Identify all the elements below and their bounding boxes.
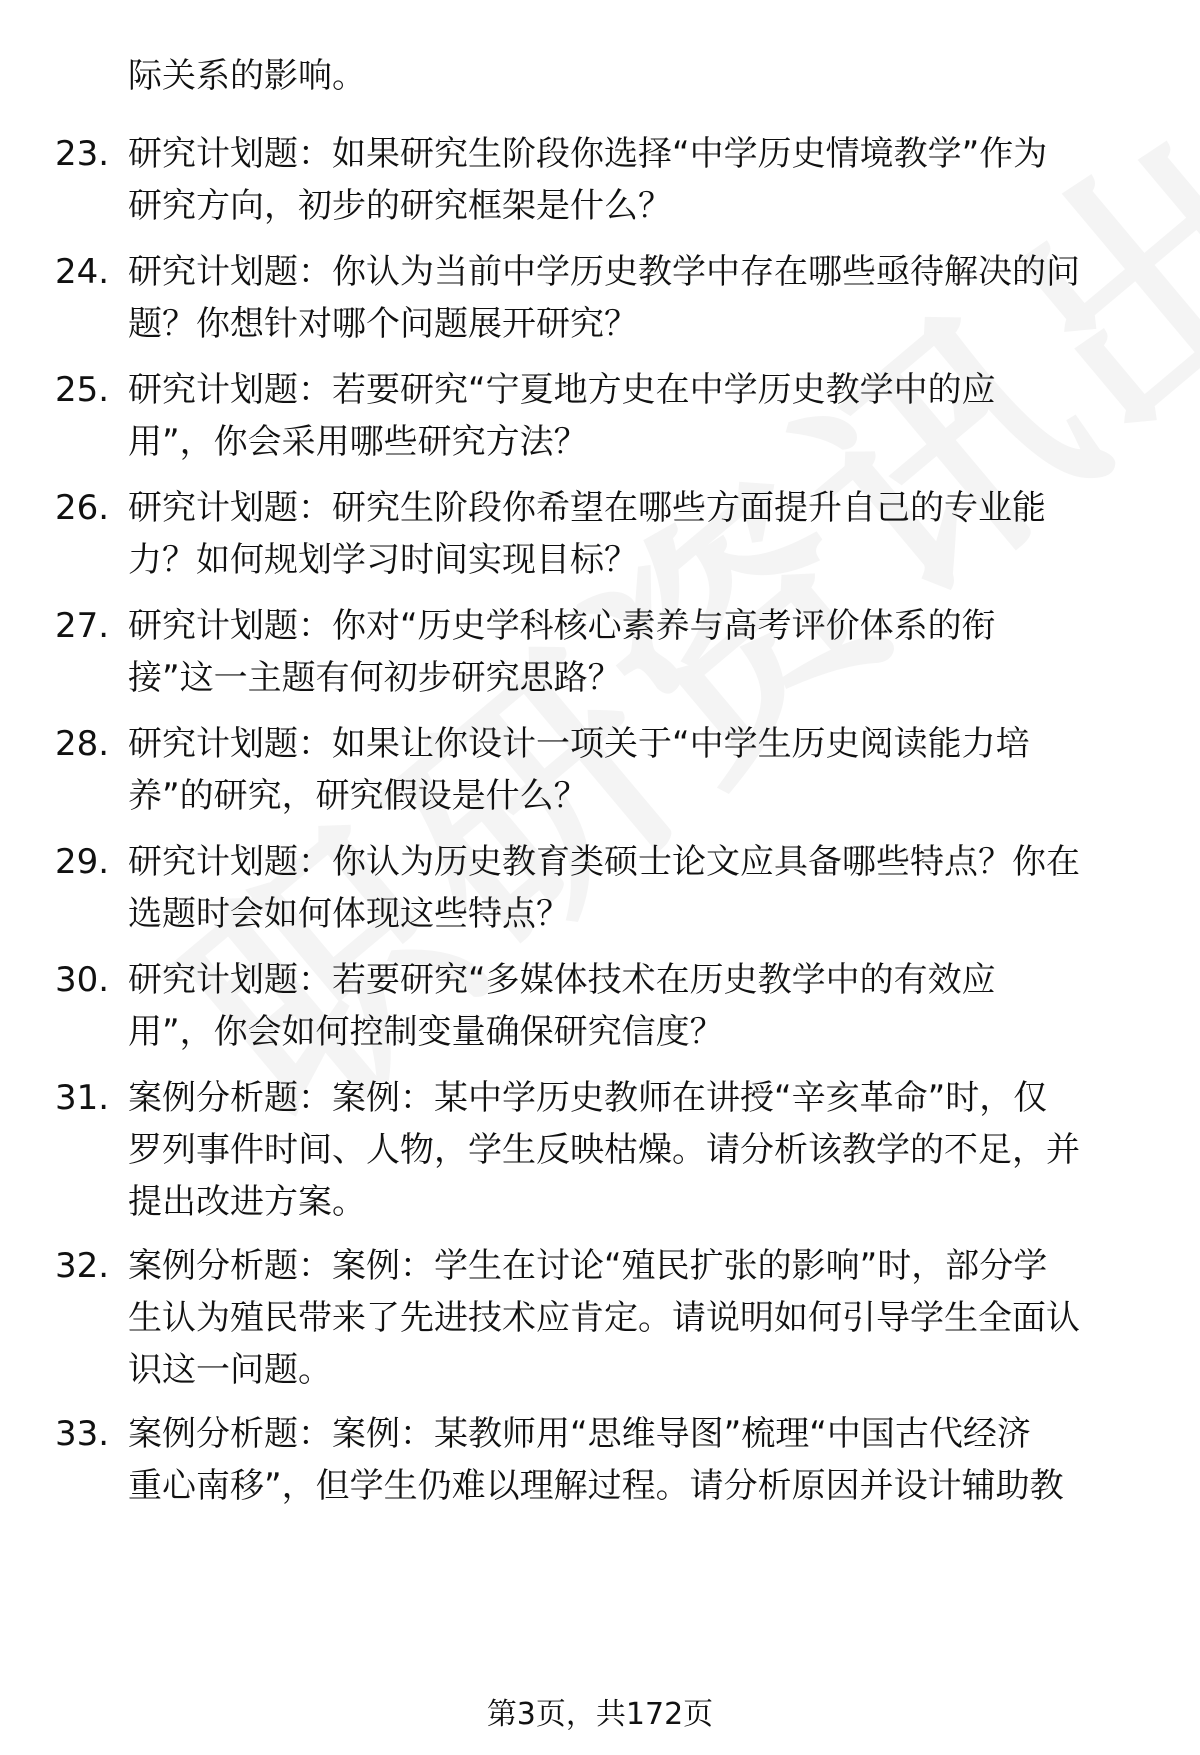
item-number: 26.	[55, 488, 110, 528]
item-line: 研究计划题：若要研究“多媒体技术在历史教学中的有效应	[128, 960, 996, 1000]
item-text	[128, 954, 1200, 1058]
item-line: 用”，你会如何控制变量确保研究信度？	[128, 1012, 724, 1052]
item-line: 提出改进方案。	[128, 1182, 366, 1222]
item-number: 30.	[55, 960, 110, 1000]
item-line: 研究计划题：研究生阶段你希望在哪些方面提升自己的专业能	[128, 488, 1046, 528]
item-number: 28.	[55, 724, 110, 764]
item-line: 研究计划题：如果研究生阶段你选择“中学历史情境教学”作为	[128, 134, 1048, 174]
item-line: 罗列事件时间、人物，学生反映枯燥。请分析该教学的不足，并	[128, 1130, 1080, 1170]
item-text	[128, 600, 1200, 704]
paragraph-line: 际关系的影响。	[128, 56, 366, 96]
item-line: 养”的研究，研究假设是什么？	[128, 776, 588, 816]
item-number: 25.	[55, 370, 110, 410]
item-line: 研究计划题：若要研究“宁夏地方史在中学历史教学中的应	[128, 370, 996, 410]
item-number: 24.	[55, 252, 110, 292]
item-line: 力？如何规划学习时间实现目标？	[128, 540, 638, 580]
item-line: 案例分析题：案例：某中学历史教师在讲授“辛亥革命”时，仅	[128, 1078, 1048, 1118]
item-line: 用”，你会采用哪些研究方法？	[128, 422, 588, 462]
item-line: 案例分析题：案例：某教师用“思维导图”梳理“中国古代经济	[128, 1414, 1031, 1454]
item-line: 题？你想针对哪个问题展开研究？	[128, 304, 638, 344]
item-line: 研究计划题：如果让你设计一项关于“中学生历史阅读能力培	[128, 724, 1030, 764]
item-line: 识这一问题。	[128, 1350, 332, 1390]
item-line: 研究计划题：你认为历史教育类硕士论文应具备哪些特点？你在	[128, 842, 1080, 882]
item-line: 案例分析题：案例：学生在讨论“殖民扩张的影响”时，部分学	[128, 1246, 1048, 1286]
item-number: 33.	[55, 1414, 110, 1454]
item-number: 27.	[55, 606, 110, 646]
item-number: 32.	[55, 1246, 110, 1286]
item-line: 研究方向，初步的研究框架是什么？	[128, 186, 672, 226]
item-line: 研究计划题：你对“历史学科核心素养与高考评价体系的衔	[128, 606, 996, 646]
item-number: 31.	[55, 1078, 110, 1118]
item-text	[128, 1240, 1200, 1396]
item-line: 重心南移”，但学生仍难以理解过程。请分析原因并设计辅助教	[128, 1466, 1064, 1506]
item-text	[128, 364, 1200, 468]
item-text	[128, 246, 1200, 350]
item-line: 接”这一主题有何初步研究思路？	[128, 658, 622, 698]
page-footer: 第3页，共172页	[486, 1697, 714, 1732]
item-number: 29.	[55, 842, 110, 882]
item-line: 选题时会如何体现这些特点？	[128, 894, 570, 934]
item-text	[128, 718, 1200, 822]
item-text	[128, 1072, 1200, 1228]
item-text	[128, 128, 1200, 232]
item-text	[128, 836, 1200, 940]
item-line: 研究计划题：你认为当前中学历史教学中存在哪些亟待解决的问	[128, 252, 1080, 292]
item-text	[128, 1408, 1200, 1512]
item-number: 23.	[55, 134, 110, 174]
item-text	[128, 482, 1200, 586]
item-line: 生认为殖民带来了先进技术应肯定。请说明如何引导学生全面认	[128, 1298, 1080, 1338]
